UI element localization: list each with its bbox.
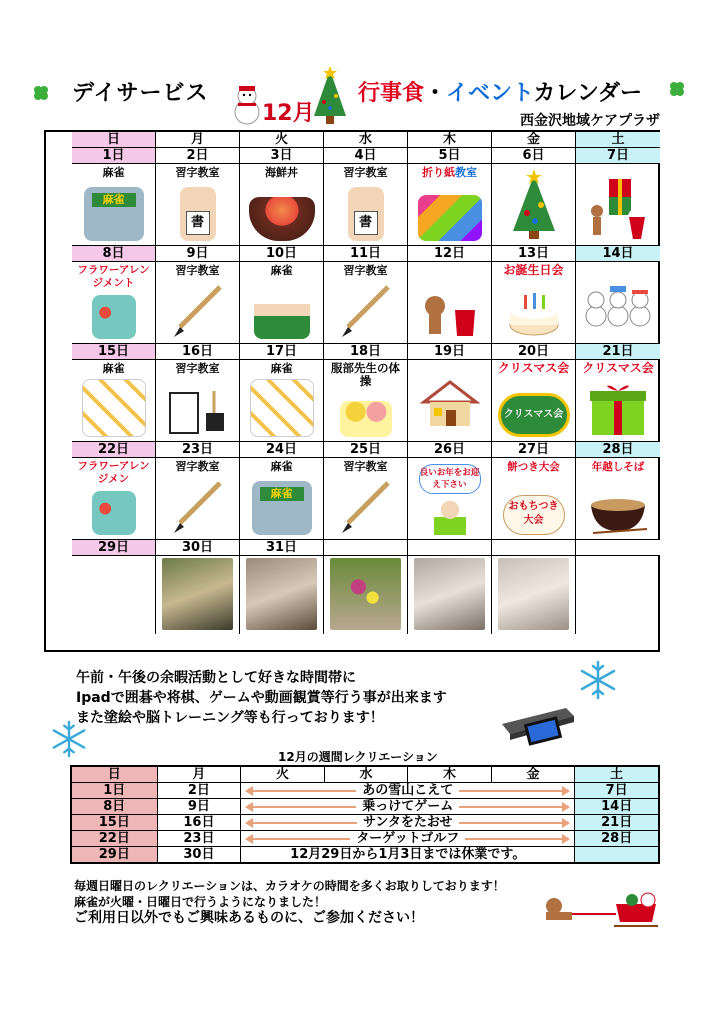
- event-cell: [156, 360, 240, 442]
- snowflake-icon: [578, 660, 618, 700]
- rec-sun-date: 22日: [71, 831, 157, 847]
- event-cell: [492, 360, 576, 442]
- calendar-week-5: [72, 540, 660, 634]
- brush-icon: [338, 479, 394, 535]
- date-cell: 25日: [324, 442, 408, 458]
- flower-arrangement-person-icon: [92, 295, 136, 339]
- origami-sub: 教室: [455, 166, 477, 179]
- calligraphy-card: 書: [186, 211, 210, 235]
- date-cell: 4日: [324, 148, 408, 164]
- rec-activity-name: あの雪山こえて: [356, 783, 459, 798]
- origami-paper-icon: [418, 195, 482, 241]
- rec-activity-name: サンタをたおせ: [357, 815, 458, 830]
- info-line: また塗絵や脳トレーニング等も行っております！: [76, 710, 384, 726]
- date-cell: 17日: [240, 344, 324, 360]
- rec-header-mon: 月: [157, 766, 241, 783]
- mochi-sign-text: おもちつき大会: [508, 501, 559, 526]
- weekday-sat: 土: [576, 132, 660, 148]
- event-cell: [324, 262, 408, 344]
- event-cell: [156, 458, 240, 540]
- date-cell: [492, 540, 576, 556]
- photo-cell: [492, 556, 576, 634]
- christmas-tree-icon: [509, 169, 559, 241]
- event-label: フラワーアレンジメン: [77, 460, 150, 485]
- calendar-title: [358, 76, 642, 107]
- rec-sat-date: 7日: [575, 783, 659, 799]
- rec-sun-date: 15日: [71, 815, 157, 831]
- date-cell: 21日: [576, 344, 660, 360]
- rec-sun-date: 8日: [71, 799, 157, 815]
- table-row: [71, 799, 659, 815]
- event-cell: [324, 164, 408, 246]
- child-icon: [434, 499, 466, 535]
- event-label: 麻雀: [270, 460, 293, 473]
- info-line: 午前・午後の余暇活動として好きな時間帯に: [76, 670, 356, 686]
- event-cell: [576, 360, 660, 442]
- rec-sat-date: 14日: [575, 799, 659, 815]
- calligraphy-person-icon: [348, 187, 384, 241]
- event-cell: [324, 458, 408, 540]
- note-line: ご利用日以外でもご興味あるものに、ご参加ください！: [74, 910, 424, 926]
- activity-photo-crafts: [162, 558, 233, 630]
- event-cell: [492, 164, 576, 246]
- weekday-sun: 日: [72, 132, 156, 148]
- gift-box-icon: [588, 383, 648, 437]
- event-label: お誕生日会: [503, 263, 564, 277]
- table-row: [71, 815, 659, 831]
- santa-presents-icon: [585, 171, 651, 241]
- event-label: 麻雀: [102, 362, 125, 375]
- mahjong-tiles-icon: [250, 379, 314, 437]
- date-cell: [576, 540, 660, 556]
- event-label: 習字教室: [343, 166, 388, 179]
- date-cell: 14日: [576, 246, 660, 262]
- date-cell: 7日: [576, 148, 660, 164]
- event-label: 餅つき大会: [507, 461, 560, 473]
- exercise-people-icon: [340, 401, 392, 437]
- rec-mon-date: 30日: [157, 847, 241, 864]
- table-row: [71, 847, 659, 864]
- date-cell: 30日: [156, 540, 240, 556]
- info-line: Ipadで囲碁や将棋、ゲームや動画観賞等行う事が出来ます: [76, 690, 447, 706]
- rec-activity: [241, 815, 575, 831]
- brush-icon: [338, 283, 394, 339]
- date-cell: 18日: [324, 344, 408, 360]
- event-cell: [408, 458, 492, 540]
- mahjong-tiles-icon: [82, 379, 146, 437]
- photo-cell: [324, 556, 408, 634]
- weekday-wed: 水: [324, 132, 408, 148]
- brush-icon: [170, 479, 226, 535]
- rec-sun-date: 29日: [71, 847, 157, 864]
- event-cell: [324, 360, 408, 442]
- date-cell: 15日: [72, 344, 156, 360]
- event-label: 年越しそば: [591, 461, 645, 473]
- weekday-fri: 金: [492, 132, 576, 148]
- event-label: 習字教室: [343, 264, 388, 277]
- event-cell: [240, 164, 324, 246]
- event-label: 習字教室: [175, 460, 220, 473]
- christmas-banner-icon: [498, 393, 570, 437]
- date-cell: 16日: [156, 344, 240, 360]
- title-dot: ・: [424, 81, 447, 106]
- service-title: デイサービス: [72, 81, 209, 106]
- event-cell: [240, 360, 324, 442]
- clover-icon: [30, 82, 52, 104]
- activity-info: [76, 668, 447, 728]
- brush-icon: [170, 283, 226, 339]
- rec-header-wed: 水: [324, 766, 408, 783]
- tablet-stand-icon: [496, 694, 576, 750]
- note-line: 毎週日曜日のレクリエーションは、カラオケの時間を多くお取りしております！: [74, 879, 505, 893]
- calendar-week-2: [72, 246, 660, 344]
- rec-sat-date: [575, 847, 659, 864]
- date-cell: 6日: [492, 148, 576, 164]
- table-row: [71, 831, 659, 847]
- event-cell: [156, 262, 240, 344]
- date-cell: 31日: [240, 540, 324, 556]
- title-part-food: 行事食: [358, 81, 425, 106]
- date-cell: 3日: [240, 148, 324, 164]
- event-label: 麻雀: [270, 362, 293, 375]
- event-cell: [408, 164, 492, 246]
- flower-arrangement-person-icon: [92, 491, 136, 535]
- calendar-week-4: [72, 442, 660, 540]
- christmas-tree-icon: [310, 66, 350, 126]
- recreation-table: [70, 765, 660, 864]
- event-label: 麻雀: [270, 264, 293, 277]
- weekday-header-row: [72, 132, 660, 148]
- rec-header-sat: 土: [575, 766, 659, 783]
- note-line: 麻雀が火曜・日曜日で行うようになりました！: [74, 895, 327, 909]
- date-cell: 11日: [324, 246, 408, 262]
- rec-mon-date: 2日: [157, 783, 241, 799]
- table-row: [71, 783, 659, 799]
- rec-activity-name: 乗っけてゲーム: [356, 799, 459, 814]
- seafood-bowl-icon: [249, 197, 315, 241]
- date-cell: 23日: [156, 442, 240, 458]
- rec-activity: [241, 831, 575, 847]
- soba-bowl-icon: [587, 491, 649, 535]
- rec-activity: [241, 783, 575, 799]
- mahjong-player-icon: [254, 281, 310, 339]
- santa-reindeer-icon: [415, 276, 485, 338]
- empty-cell: [576, 556, 660, 634]
- clover-icon: [666, 78, 688, 100]
- date-cell: 20日: [492, 344, 576, 360]
- table-row: [71, 766, 659, 783]
- calligraphy-card: 書: [354, 211, 378, 235]
- event-cell: [72, 360, 156, 442]
- event-label: 習字教室: [343, 460, 388, 473]
- santa-sleigh-icon: [536, 890, 676, 930]
- event-label: 服部先生の体操: [331, 361, 400, 388]
- rec-header-tue: 火: [241, 766, 325, 783]
- activity-photo-flowers: [330, 558, 401, 630]
- rec-mon-date: 9日: [157, 799, 241, 815]
- date-cell: 8日: [72, 246, 156, 262]
- event-calendar: [44, 130, 660, 652]
- birthday-cake-icon: [506, 289, 562, 339]
- title-part-event: イベント: [446, 81, 534, 106]
- event-label: フラワーアレンジメント: [77, 264, 150, 289]
- event-cell: [240, 262, 324, 344]
- activity-photo-karaoke: [246, 558, 317, 630]
- mahjong-sign: 麻雀: [260, 487, 304, 501]
- rec-header-thu: 木: [408, 766, 492, 783]
- date-cell: 5日: [408, 148, 492, 164]
- christmas-banner-text: クリスマス会: [503, 409, 564, 420]
- event-cell: [72, 164, 156, 246]
- photo-cell: [156, 556, 240, 634]
- event-cell: [72, 458, 156, 540]
- footer-notes: [74, 878, 505, 926]
- mahjong-building-icon: [84, 187, 144, 241]
- rec-mon-date: 16日: [157, 815, 241, 831]
- event-cell: [492, 262, 576, 344]
- rec-sun-date: 1日: [71, 783, 157, 799]
- event-cell: [156, 164, 240, 246]
- photo-cell: [408, 556, 492, 634]
- date-cell: 29日: [72, 540, 156, 556]
- event-label: クリスマス会: [582, 361, 654, 375]
- calendar-week-3: [72, 344, 660, 442]
- activity-photo-rehab: [498, 558, 569, 630]
- date-cell: 2日: [156, 148, 240, 164]
- rec-header-sun: 日: [71, 766, 157, 783]
- weekday-mon: 月: [156, 132, 240, 148]
- date-cell: 13日: [492, 246, 576, 262]
- date-cell: 10日: [240, 246, 324, 262]
- rec-activity: [241, 799, 575, 815]
- month-label: 12月: [262, 101, 315, 126]
- date-cell: 27日: [492, 442, 576, 458]
- mahjong-sign: 麻雀: [92, 193, 136, 207]
- rec-header-fri: 金: [491, 766, 575, 783]
- activity-photo-group: [414, 558, 485, 630]
- organization-name: 西金沢地域ケアプラザ: [520, 113, 660, 129]
- date-cell: 19日: [408, 344, 492, 360]
- event-cell: [576, 458, 660, 540]
- event-label: 海鮮丼: [265, 166, 298, 179]
- date-cell: 22日: [72, 442, 156, 458]
- date-cell: 9日: [156, 246, 240, 262]
- recreation-title: 12月の週間レクリエーション: [278, 750, 438, 764]
- snowman-icon: [230, 84, 264, 126]
- event-label: 習字教室: [175, 362, 220, 375]
- date-cell: 28日: [576, 442, 660, 458]
- snowy-house-icon: [420, 374, 480, 430]
- event-label: 習字教室: [175, 264, 220, 277]
- rec-sat-date: 21日: [575, 815, 659, 831]
- calendar-week-1: [72, 148, 660, 246]
- newyear-sign-icon: 良いお年をお迎え下さい: [419, 464, 481, 494]
- date-cell: [324, 540, 408, 556]
- photo-cell: [240, 556, 324, 634]
- event-label: クリスマス会: [497, 361, 570, 375]
- event-cell: [240, 458, 324, 540]
- event-cell: [408, 360, 492, 442]
- weekday-thu: 木: [408, 132, 492, 148]
- rec-closure-note: 12月29日から1月3日までは休業です。: [241, 847, 575, 864]
- event-label: 習字教室: [175, 166, 220, 179]
- origami-word: 折り紙: [422, 166, 455, 179]
- rec-sat-date: 28日: [575, 831, 659, 847]
- rec-activity-name: ターゲットゴルフ: [350, 831, 465, 846]
- date-cell: 1日: [72, 148, 156, 164]
- title-part-calendar: カレンダー: [533, 81, 642, 106]
- calligraphy-person-icon: [180, 187, 216, 241]
- event-cell: [72, 262, 156, 344]
- date-cell: [408, 540, 492, 556]
- calligraphy-set-icon: [166, 389, 230, 437]
- snowmen-icon: [582, 276, 654, 334]
- date-cell: 24日: [240, 442, 324, 458]
- mahjong-building-icon: [252, 481, 312, 535]
- empty-cell: [72, 556, 156, 634]
- date-cell: 26日: [408, 442, 492, 458]
- event-label: 麻雀: [102, 166, 125, 179]
- mochi-sign-icon: [503, 495, 565, 535]
- event-cell: [576, 164, 660, 246]
- rec-mon-date: 23日: [157, 831, 241, 847]
- event-cell: [576, 262, 660, 344]
- event-cell: [408, 262, 492, 344]
- event-cell: [492, 458, 576, 540]
- weekday-tue: 火: [240, 132, 324, 148]
- date-cell: 12日: [408, 246, 492, 262]
- snowflake-icon: [50, 720, 88, 758]
